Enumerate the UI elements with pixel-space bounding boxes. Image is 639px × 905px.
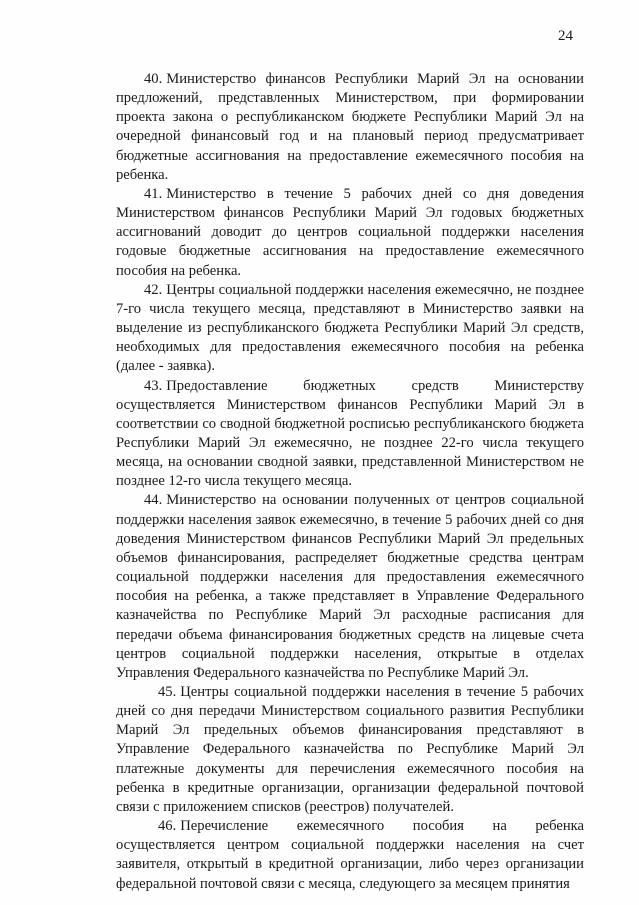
paragraph-number: 46. bbox=[158, 818, 177, 835]
paragraph-number: 43. bbox=[144, 377, 163, 394]
paragraph-number: 44. bbox=[144, 492, 163, 509]
paragraph-45 bbox=[116, 683, 584, 817]
paragraph-46 bbox=[116, 817, 584, 894]
paragraph-text: Перечисление ежемесячного пособия на ребенка осуществляется центром социальной поддержки населения на счет заявителя, открытый в кредитной организации, либо через организации федеральной почтовой связи с месяца, следующего за месяцем принятия bbox=[116, 818, 584, 892]
paragraph-text: Министерство в течение 5 рабочих дней со дня доведения Министерством финансов Республики Марий Эл годовых бюджетных ассигнований доводит до центров социальной поддержки населения годовые бюджетные ассигнования на предоставление ежемесячного пособия на ребенка. bbox=[116, 185, 584, 279]
paragraph-43 bbox=[116, 377, 584, 492]
paragraph-text: Министерство на основании полученных от центров социальной поддержки населения заявок ежемесячно, в течение 5 рабочих дней со дня доведения Министерством финансов Республики Марий Эл предельных объемов финансирования, распределяет бюджетные средства центрам социальной поддержки населения для предоставления ежемесячного пособия на ребенка, а также представляет в Управление Федерального казначейства по Республике Марий Эл расходные расписания для передачи объема финансирования бюджетных средств на лицевые счета центров социальной поддержки населения, открытые в отделах Управления Федерального казначейства по Республике Марий Эл. bbox=[116, 492, 584, 681]
paragraph-number: 45. bbox=[158, 684, 177, 700]
paragraph-number: 41. bbox=[144, 185, 163, 202]
paragraph-text: Центры социальной поддержки населения ежемесячно, не позднее 7-го числа текущего месяца, представляют в Министерство заявки на выделение из республиканского бюджета Республики Марий Эл средств, необходимых для предоставления ежемесячного пособия на ребенка (далее - заявка). bbox=[116, 281, 584, 375]
paragraph-text: Предоставление бюджетных средств Министерству осуществляется Министерством финансов Республики Марий Эл в соответствии со сводной бюджетной росписью республиканского бюджета Республики Марий Эл ежемесячно, не позднее 22-го числа текущего месяца, на основании сводной заявки, представленной Министерством не позднее 12-го числа текущего месяца. bbox=[116, 377, 584, 490]
paragraph-text: Министерство финансов Республики Марий Эл на основании предложений, представленных Министерством, при формировании проекта закона о республиканском бюджете Республики Марий Эл на очередной финансовый год и на плановый период предусматривает бюджетные ассигнования на предоставление ежемесячного пособия на ребенка. bbox=[116, 71, 584, 183]
paragraph-41 bbox=[116, 185, 584, 281]
paragraph-text: Центры социальной поддержки населения в течение 5 рабочих дней со дня передачи Министерством социального развития Республики Марий Эл предельных объемов финансирования представляют в Управление Федерального казначейства по Республике Марий Эл платежные документы для перечисления ежемесячного пособия на ребенка в кредитные организации, организации федеральной почтовой связи с приложением списков (реестров) получателей. bbox=[116, 684, 584, 815]
paragraph-42 bbox=[116, 281, 584, 377]
paragraph-number: 40. bbox=[144, 71, 163, 87]
document-body bbox=[116, 70, 584, 894]
paragraph-number: 42. bbox=[144, 281, 163, 298]
paragraph-44 bbox=[116, 491, 584, 683]
paragraph-40 bbox=[116, 70, 584, 185]
page-number: 24 bbox=[558, 28, 573, 44]
